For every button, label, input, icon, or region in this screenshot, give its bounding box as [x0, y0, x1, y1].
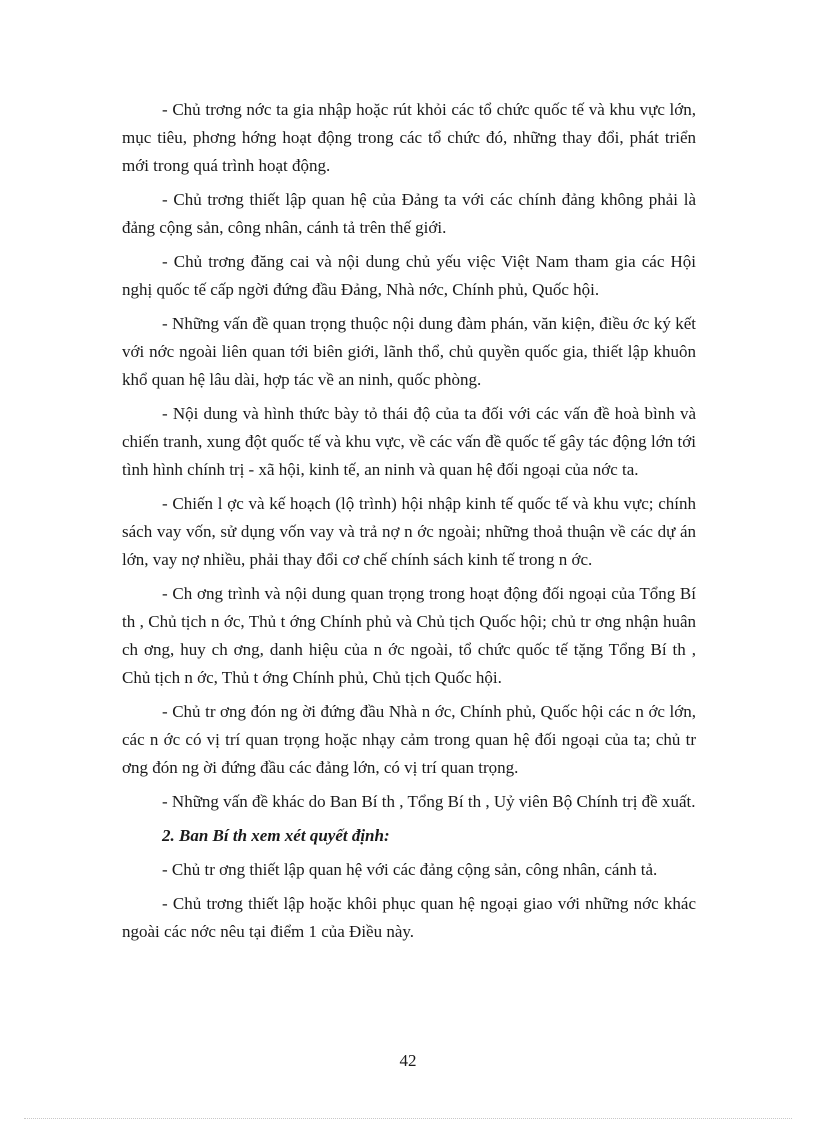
paragraph: - Chủ trơng đăng cai và nội dung chủ yếu việc Việt Nam tham gia các Hội nghị quốc tế cấp ngời đứng đầu Đảng, Nhà nớc, Chính phủ, Quốc hội.: [122, 252, 696, 299]
page-bottom-divider: [24, 1118, 792, 1119]
paragraph: - Nội dung và hình thức bày tỏ thái độ của ta đối với các vấn đề hoà bình và chiến tranh, xung đột quốc tế và khu vực, về các vấn đề quốc tế gây tác động lớn tới tình hình chính trị - xã hội, kinh tế, an ninh và quan hệ đối ngoại của nớc ta.: [122, 404, 696, 479]
page-body: [122, 96, 696, 952]
section-paragraph: - Chủ trơng thiết lập hoặc khôi phục quan hệ ngoại giao với những nớc khác ngoài các nớc nêu tại điểm 1 của Điều này.: [122, 894, 696, 941]
paragraph: - Chiến l ợc và kế hoạch (lộ trình) hội nhập kinh tế quốc tế và khu vực; chính sách vay vốn, sử dụng vốn vay và trả nợ n ớc ngoài; những thoả thuận về các dự án lớn, vay nợ nhiều, phải thay đổi cơ chế chính sách kinh tế trong n ớc.: [122, 494, 696, 569]
section-paragraph: - Chủ tr ơng thiết lập quan hệ với các đảng cộng sản, công nhân, cánh tả.: [162, 860, 658, 879]
paragraph: - Những vấn đề khác do Ban Bí th , Tổng Bí th , Uỷ viên Bộ Chính trị đề xuất.: [162, 792, 696, 811]
paragraph: - Ch ơng trình và nội dung quan trọng trong hoạt động đối ngoại của Tổng Bí th , Chủ tịch n ớc, Thủ t ớng Chính phủ và Chủ tịch Quốc hội; chủ tr ơng nhận huân ch ơng, huy ch ơng, danh hiệu của n ớc ngoài, tổ chức quốc tế tặng Tổng Bí th , Chủ tịch n ớc, Thủ t ớng Chính phủ, Chủ tịch Quốc hội.: [122, 584, 696, 687]
page-number: 42: [399, 1051, 417, 1070]
section-heading: 2. Ban Bí th xem xét quyết định:: [162, 826, 390, 845]
paragraph: - Những vấn đề quan trọng thuộc nội dung đàm phán, văn kiện, điều ớc ký kết với nớc ngoài liên quan tới biên giới, lãnh thổ, chủ quyền quốc gia, thiết lập khuôn khổ quan hệ lâu dài, hợp tác về an ninh, quốc phòng.: [122, 314, 696, 389]
paragraph: - Chủ trơng thiết lập quan hệ của Đảng ta với các chính đảng không phải là đảng cộng sản, công nhân, cánh tả trên thế giới.: [122, 190, 696, 237]
paragraph: - Chủ trơng nớc ta gia nhập hoặc rút khỏi các tổ chức quốc tế và khu vực lớn, mục tiêu, phơng hớng hoạt động trong các tổ chức đó, những thay đổi, phát triển mới trong quá trình hoạt động.: [122, 100, 696, 175]
paragraph: - Chủ tr ơng đón ng ời đứng đầu Nhà n ớc, Chính phủ, Quốc hội các n ớc lớn, các n ớc có vị trí quan trọng hoặc nhạy cảm trong quan hệ đối ngoại của ta; chủ tr ơng đón ng ời đứng đầu các đảng lớn, có vị trí quan trọng.: [122, 702, 696, 777]
